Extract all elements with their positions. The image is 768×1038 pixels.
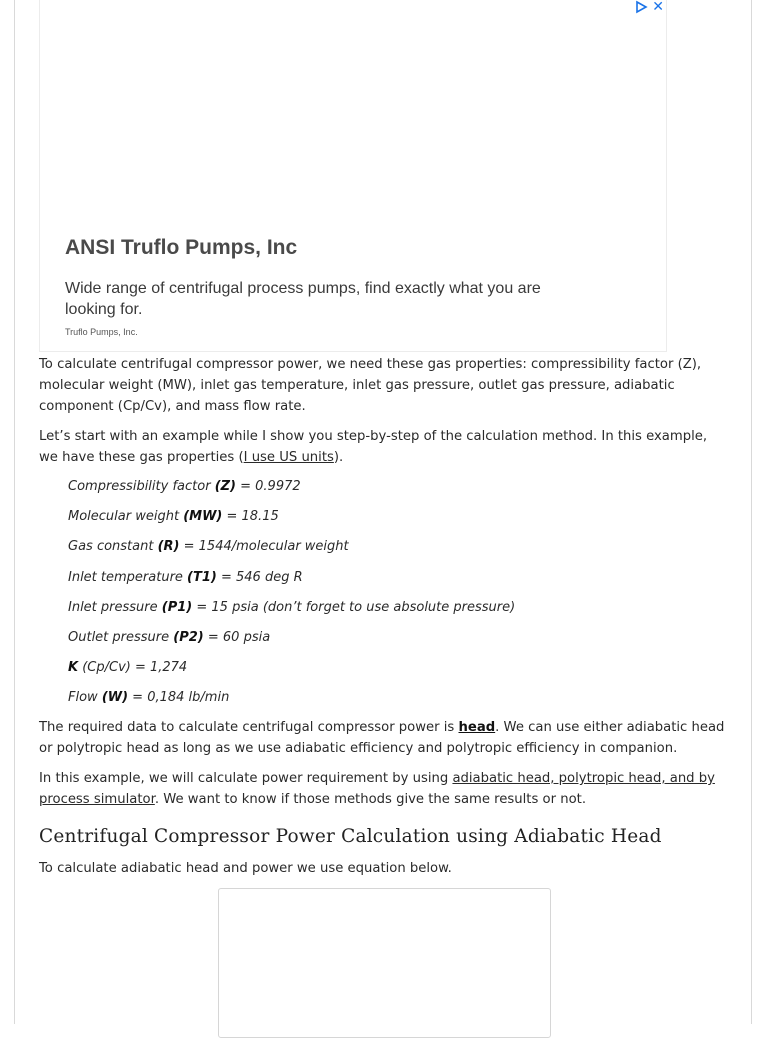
example-intro-tail: ). [333,450,344,465]
methods-text: In this example, we will calculate power requirement by using [39,771,453,786]
methods-paragraph [39,768,729,810]
intro-paragraph-1-wrap [39,354,729,417]
advertisement[interactable] [39,0,667,352]
property-k-ratio: K (Cp/Cv) = 1,274 [68,660,188,676]
intro-paragraph-2-wrap [39,426,729,468]
intro-paragraph: To calculate centrifugal compressor power, we need these gas properties: compressibility factor (Z), molecular weight (MW), inlet gas temperature, inlet gas pressure, outlet gas pressure, adiabatic component (Cp/Cv), and mass flow rate. [39,357,702,414]
section-intro: To calculate adiabatic head and power we use equation below. [39,861,452,876]
property-gas-constant: Gas constant (R) = 1544/molecular weight [68,539,349,555]
example-intro-paragraph [39,426,729,468]
property-compressibility: Compressibility factor (Z) = 0.9972 [68,479,301,494]
close-icon[interactable]: ✕ [652,0,664,15]
example-intro-text: Let’s start with an example while I show you step-by-step of the calculation method. In this example, we have these gas properties ( [39,429,708,465]
ad-title[interactable]: ANSI Truflo Pumps, Inc [65,236,298,259]
property-molecular-weight: Molecular weight (MW) = 18.15 [68,509,279,525]
equation-image [218,888,551,1038]
ad-controls [634,0,664,14]
required-data-paragraph [39,717,729,759]
gas-properties-list [68,477,708,719]
required-data-wrap [39,717,729,759]
us-units-link[interactable]: I use US units [243,450,334,465]
methods-tail: . We want to know if those methods give the same results or not. [154,792,587,807]
property-inlet-pressure: Inlet pressure (P1) = 15 psia (don’t forget to use absolute pressure) [68,599,516,615]
property-outlet-pressure: Outlet pressure (P2) = 60 psia [68,629,271,645]
section-heading: Centrifugal Compressor Power Calculation using Adiabatic Head [39,826,662,847]
required-data-text: The required data to calculate centrifugal compressor power is [39,720,459,735]
ad-description[interactable]: Wide range of centrifugal process pumps, find exactly what you are looking for. [65,280,541,318]
ad-source[interactable]: Truflo Pumps, Inc. [65,327,138,337]
methods-wrap [39,768,729,810]
required-data-tail: . We can use either adiabatic head or polytropic head as long as we use adiabatic efficiency and polytropic efficiency in companion. [39,720,725,756]
property-flow: Flow (W) = 0,184 lb/min [68,690,230,706]
head-link[interactable]: head [458,720,496,735]
adchoices-icon[interactable] [634,0,648,14]
property-inlet-temperature: Inlet temperature (T1) = 546 deg R [68,569,303,585]
methods-link[interactable]: adiabatic head, polytropic head, and by process simulator [39,771,715,807]
section-intro-wrap [39,858,729,879]
